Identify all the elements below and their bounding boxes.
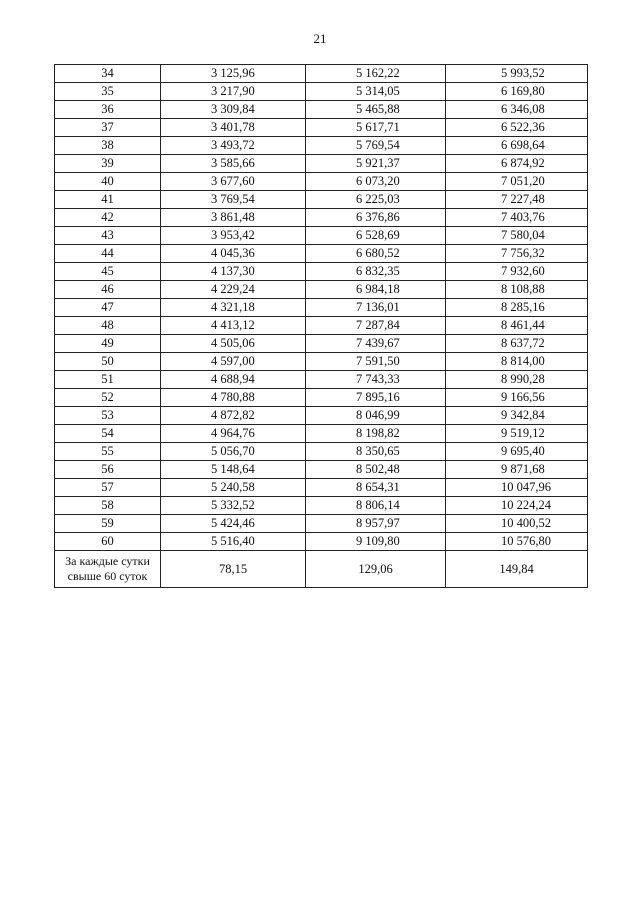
value-col2-cell: 7 439,67	[306, 335, 446, 353]
table-row	[55, 227, 588, 245]
value-col2-cell: 8 350,65	[306, 443, 446, 461]
value-col3-cell: 6 169,80	[446, 83, 588, 101]
value-col3-cell: 10 576,80	[446, 533, 588, 551]
value-col1-cell: 4 964,76	[161, 425, 306, 443]
value-col2-cell: 9 109,80	[306, 533, 446, 551]
value-col2-cell: 8 502,48	[306, 461, 446, 479]
value-col1-cell: 3 769,54	[161, 191, 306, 209]
day-cell: 57	[55, 479, 161, 497]
day-cell: 43	[55, 227, 161, 245]
day-cell: 51	[55, 371, 161, 389]
value-col2-cell: 8 046,99	[306, 407, 446, 425]
table-row	[55, 209, 588, 227]
table-row	[55, 155, 588, 173]
table-row	[55, 119, 588, 137]
value-col1-cell: 5 056,70	[161, 443, 306, 461]
day-cell: 55	[55, 443, 161, 461]
value-col2-cell: 7 591,50	[306, 353, 446, 371]
footer-label-line2: свыше 60 суток	[67, 569, 148, 583]
value-col3-cell: 10 400,52	[446, 515, 588, 533]
day-cell: 45	[55, 263, 161, 281]
table-row	[55, 281, 588, 299]
table-row	[55, 299, 588, 317]
value-col1-cell: 3 125,96	[161, 65, 306, 83]
day-cell: 34	[55, 65, 161, 83]
value-col1-cell: 5 148,64	[161, 461, 306, 479]
value-col3-cell: 6 874,92	[446, 155, 588, 173]
value-col3-cell: 10 224,24	[446, 497, 588, 515]
table-row	[55, 245, 588, 263]
value-col2-cell: 6 225,03	[306, 191, 446, 209]
value-col3-cell: 8 990,28	[446, 371, 588, 389]
value-col3-cell: 9 519,12	[446, 425, 588, 443]
value-col3-cell: 9 695,40	[446, 443, 588, 461]
value-col2-cell: 5 617,71	[306, 119, 446, 137]
value-col3-cell: 9 871,68	[446, 461, 588, 479]
value-col3-cell: 6 698,64	[446, 137, 588, 155]
day-cell: 53	[55, 407, 161, 425]
table-row	[55, 353, 588, 371]
value-col1-cell: 3 309,84	[161, 101, 306, 119]
value-col3-cell: 8 108,88	[446, 281, 588, 299]
value-col1-cell: 4 413,12	[161, 317, 306, 335]
table-row	[55, 137, 588, 155]
value-col1-cell: 4 688,94	[161, 371, 306, 389]
day-cell: 41	[55, 191, 161, 209]
value-col2-cell: 5 314,05	[306, 83, 446, 101]
value-col2-cell: 6 073,20	[306, 173, 446, 191]
value-col2-cell: 7 895,16	[306, 389, 446, 407]
day-cell: 38	[55, 137, 161, 155]
day-cell: 42	[55, 209, 161, 227]
footer-value-col1: 78,15	[161, 551, 306, 588]
value-col1-cell: 4 137,30	[161, 263, 306, 281]
value-col1-cell: 3 861,48	[161, 209, 306, 227]
table-row	[55, 335, 588, 353]
value-col3-cell: 9 166,56	[446, 389, 588, 407]
table-row	[55, 443, 588, 461]
value-col2-cell: 5 465,88	[306, 101, 446, 119]
value-col1-cell: 4 229,24	[161, 281, 306, 299]
day-cell: 40	[55, 173, 161, 191]
day-cell: 37	[55, 119, 161, 137]
value-col3-cell: 7 051,20	[446, 173, 588, 191]
value-col1-cell: 5 240,58	[161, 479, 306, 497]
value-col2-cell: 6 376,86	[306, 209, 446, 227]
footer-value-col3: 149,84	[446, 551, 588, 588]
day-cell: 49	[55, 335, 161, 353]
table-row	[55, 461, 588, 479]
value-col1-cell: 4 780,88	[161, 389, 306, 407]
value-col3-cell: 7 227,48	[446, 191, 588, 209]
table-row	[55, 65, 588, 83]
table-row	[55, 425, 588, 443]
value-col1-cell: 4 321,18	[161, 299, 306, 317]
table-row	[55, 389, 588, 407]
value-col1-cell: 5 424,46	[161, 515, 306, 533]
value-col1-cell: 3 677,60	[161, 173, 306, 191]
footer-value-col2: 129,06	[306, 551, 446, 588]
value-col2-cell: 8 957,97	[306, 515, 446, 533]
footer-label-cell	[55, 551, 161, 588]
value-col1-cell: 3 493,72	[161, 137, 306, 155]
value-col3-cell: 7 403,76	[446, 209, 588, 227]
table-row	[55, 479, 588, 497]
tariff-table-body	[55, 65, 588, 588]
value-col1-cell: 5 332,52	[161, 497, 306, 515]
value-col1-cell: 3 585,66	[161, 155, 306, 173]
day-cell: 52	[55, 389, 161, 407]
value-col2-cell: 5 921,37	[306, 155, 446, 173]
value-col1-cell: 4 045,36	[161, 245, 306, 263]
table-row	[55, 407, 588, 425]
table-row	[55, 371, 588, 389]
tariff-table	[54, 64, 588, 588]
value-col1-cell: 4 872,82	[161, 407, 306, 425]
table-row	[55, 533, 588, 551]
value-col2-cell: 7 743,33	[306, 371, 446, 389]
value-col1-cell: 4 505,06	[161, 335, 306, 353]
value-col2-cell: 6 680,52	[306, 245, 446, 263]
day-cell: 36	[55, 101, 161, 119]
value-col2-cell: 7 287,84	[306, 317, 446, 335]
day-cell: 54	[55, 425, 161, 443]
table-row	[55, 191, 588, 209]
value-col3-cell: 8 814,00	[446, 353, 588, 371]
value-col1-cell: 3 953,42	[161, 227, 306, 245]
value-col2-cell: 8 198,82	[306, 425, 446, 443]
value-col2-cell: 8 654,31	[306, 479, 446, 497]
table-row	[55, 515, 588, 533]
table-row	[55, 173, 588, 191]
value-col3-cell: 6 346,08	[446, 101, 588, 119]
value-col3-cell: 5 993,52	[446, 65, 588, 83]
table-row	[55, 83, 588, 101]
value-col2-cell: 6 984,18	[306, 281, 446, 299]
day-cell: 46	[55, 281, 161, 299]
day-cell: 56	[55, 461, 161, 479]
value-col3-cell: 9 342,84	[446, 407, 588, 425]
page-number: 21	[313, 31, 327, 46]
value-col2-cell: 6 832,35	[306, 263, 446, 281]
value-col3-cell: 7 932,60	[446, 263, 588, 281]
value-col3-cell: 8 285,16	[446, 299, 588, 317]
value-col3-cell: 8 637,72	[446, 335, 588, 353]
value-col2-cell: 5 162,22	[306, 65, 446, 83]
value-col2-cell: 5 769,54	[306, 137, 446, 155]
day-cell: 48	[55, 317, 161, 335]
day-cell: 35	[55, 83, 161, 101]
value-col3-cell: 8 461,44	[446, 317, 588, 335]
value-col1-cell: 3 401,78	[161, 119, 306, 137]
table-row	[55, 101, 588, 119]
day-cell: 44	[55, 245, 161, 263]
value-col2-cell: 8 806,14	[306, 497, 446, 515]
value-col2-cell: 7 136,01	[306, 299, 446, 317]
value-col1-cell: 3 217,90	[161, 83, 306, 101]
value-col3-cell: 7 580,04	[446, 227, 588, 245]
day-cell: 59	[55, 515, 161, 533]
day-cell: 50	[55, 353, 161, 371]
table-row	[55, 317, 588, 335]
value-col1-cell: 4 597,00	[161, 353, 306, 371]
value-col3-cell: 7 756,32	[446, 245, 588, 263]
day-cell: 39	[55, 155, 161, 173]
value-col1-cell: 5 516,40	[161, 533, 306, 551]
day-cell: 58	[55, 497, 161, 515]
table-row-footer	[55, 551, 588, 588]
table-row	[55, 497, 588, 515]
table-row	[55, 263, 588, 281]
footer-label-line1: За каждые сутки	[65, 554, 150, 568]
value-col3-cell: 10 047,96	[446, 479, 588, 497]
day-cell: 60	[55, 533, 161, 551]
value-col3-cell: 6 522,36	[446, 119, 588, 137]
day-cell: 47	[55, 299, 161, 317]
value-col2-cell: 6 528,69	[306, 227, 446, 245]
